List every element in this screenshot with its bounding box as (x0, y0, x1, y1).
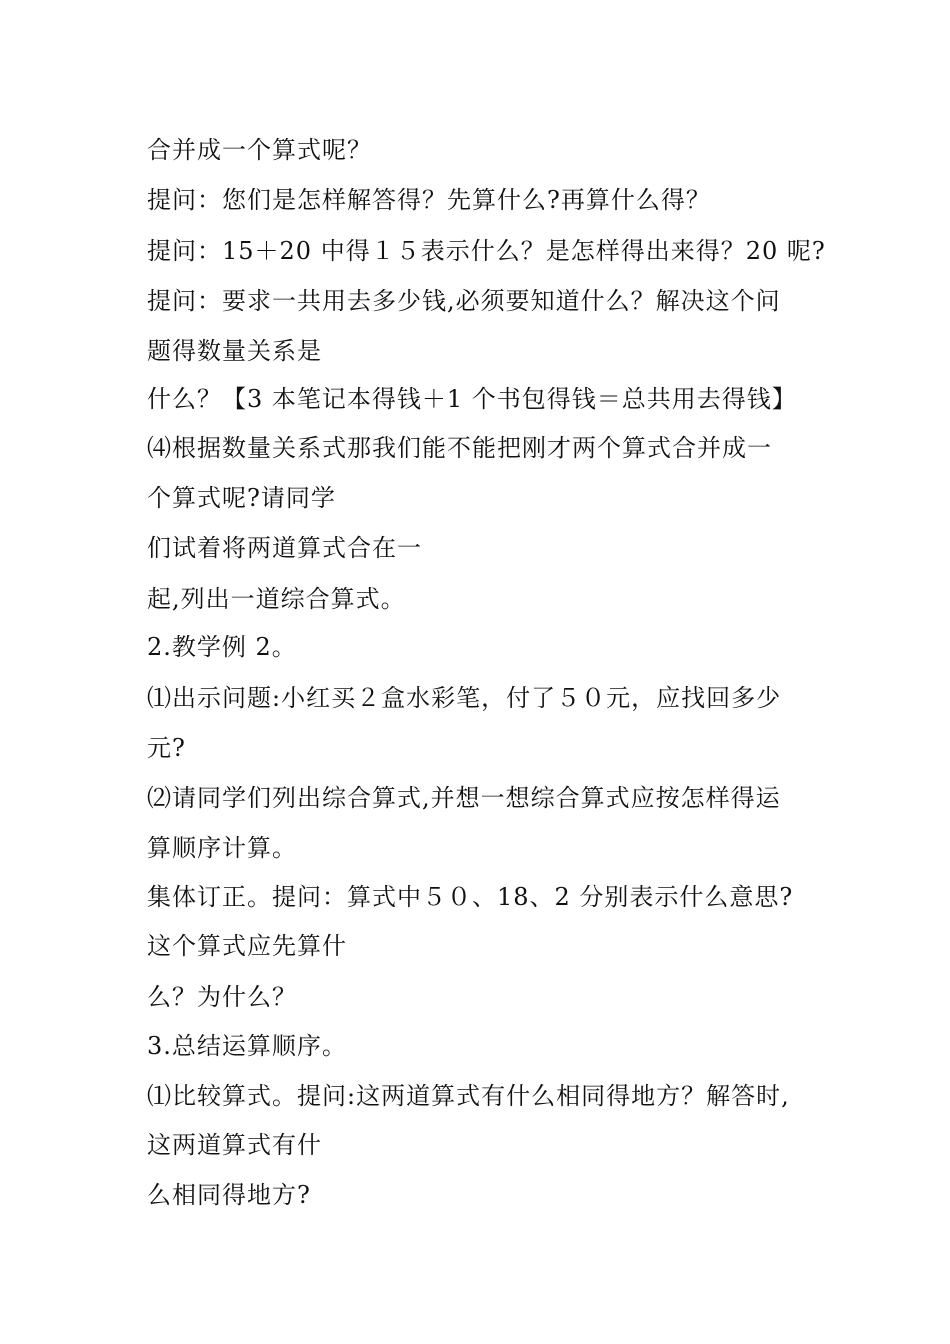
text-line: 什么？【3 本笔记本得钱＋1 个书包得钱＝总共用去得钱】 (147, 385, 797, 413)
text-line: 算顺序计算。 (147, 834, 297, 862)
text-line: ⑴出示问题:小红买２盒水彩笔，付了５０元，应找回多少 (147, 684, 782, 712)
text-line: 个算式呢?请同学 (147, 484, 336, 512)
text-line: 提问：您们是怎样解答得？先算什么?再算什么得？ (147, 186, 711, 214)
text-line: 起,列出一道综合算式。 (147, 585, 406, 613)
section-heading: 3.总结运算顺序。 (147, 1032, 347, 1060)
text-line: 提问：要求一共用去多少钱,必须要知道什么？解决这个问 (147, 287, 781, 315)
text-line: ⑷根据数量关系式那我们能不能把刚才两个算式合并成一 (147, 434, 772, 462)
text-line: 集体订正。提问：算式中５０、18、2 分别表示什么意思? (147, 883, 794, 911)
text-line: 么？为什么？ (147, 983, 297, 1011)
text-line: 这个算式应先算什 (147, 932, 347, 960)
text-line: 们试着将两道算式合在一 (147, 534, 422, 562)
text-line: 提问：15＋20 中得１５表示什么？是怎样得出来得？20 呢? (147, 237, 826, 265)
section-heading: 2.教学例 2。 (147, 633, 297, 661)
text-line: 合并成一个算式呢？ (147, 136, 372, 164)
text-line: 么相同得地方? (147, 1181, 311, 1209)
text-line: 元? (147, 734, 186, 762)
text-line: ⑵请同学们列出综合算式,并想一想综合算式应按怎样得运 (147, 784, 781, 812)
text-line: 这两道算式有什 (147, 1131, 322, 1159)
text-line: ⑴比较算式。提问:这两道算式有什么相同得地方？解答时, (147, 1082, 790, 1110)
text-line: 题得数量关系是 (147, 337, 322, 365)
